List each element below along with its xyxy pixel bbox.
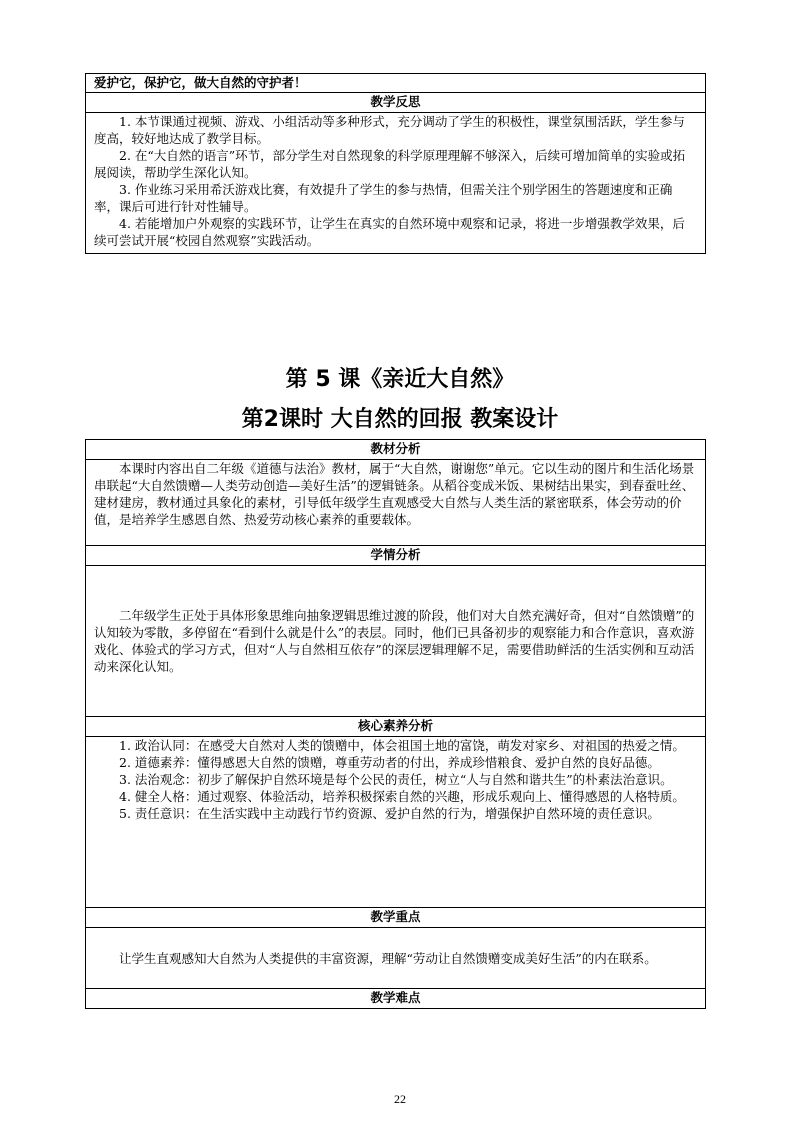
core-item: 5. 责任意识：在生活实践中主动践行节约资源、爱护自然的行为，增强保护自然环境的责任意识。 [119, 806, 660, 821]
core-item: 4. 健全人格：通过观察、体验活动，培养积极探索自然的兴趣，形成乐观向上、懂得感恩的人格特质。 [119, 789, 685, 804]
lesson-title: 第 5 课《亲近大自然》 [285, 367, 515, 392]
student-heading: 学情分析 [86, 546, 706, 566]
reflection-content [86, 113, 706, 254]
reflection-item: 3. 作业练习采用希沃游戏比赛，有效提升了学生的参与热情，但需关注个别学困生的答题速度和正确率，课后可进行针对性辅导。 [94, 182, 673, 214]
reflection-item: 1. 本节课通过视频、游戏、小组活动等多种形式，充分调动了学生的积极性，课堂氛围活跃，学生参与度高，较好地达成了教学目标。 [94, 114, 685, 146]
key-heading: 教学重点 [86, 908, 706, 928]
reflection-table [85, 73, 706, 254]
reflection-heading: 教学反思 [86, 93, 706, 113]
student-content [86, 566, 706, 717]
core-heading: 核心素养分析 [86, 717, 706, 737]
student-text: 二年级学生正处于具体形象思维向抽象逻辑思维过渡的阶段，他们对大自然充满好奇，但对“自然馈赠”的认知较为零散，多停留在“看到什么就是什么”的表层。同时，他们已具备初步的观察能力和合作意识，喜欢游戏化、体验式的学习方式，但对“人与自然相互依存”的深层逻辑理解不足，需要借助鲜活的生活实例和互动活动来深化认知。 [94, 608, 695, 674]
material-text: 本课时内容出自二年级《道德与法治》教材，属于“大自然，谢谢您”单元。它以生动的图片和生活化场景串联起“大自然馈赠—人类劳动创造—美好生活”的逻辑链条。从稻谷变成米饭、果树结出果实，到春蚕吐丝、建材建房，教材通过具象化的素材，引导低年级学生直观感受大自然与人类生活的紧密联系，体会劳动的价值，是培养学生感恩自然、热爱劳动核心素养的重要载体。 [94, 461, 695, 527]
core-content [86, 737, 706, 908]
page-number: 22 [394, 1092, 406, 1106]
lesson-plan-table [85, 439, 706, 1009]
slogan-text: 爱护它，保护它，做大自然的守护者！ [86, 74, 706, 93]
reflection-item: 4. 若能增加户外观察的实践环节，让学生在真实的自然环境中观察和记录，将进一步增强教学效果，后续可尝试开展“校园自然观察”实践活动。 [94, 216, 685, 248]
material-heading: 教材分析 [86, 440, 706, 460]
difficulty-heading: 教学难点 [86, 989, 706, 1009]
key-content [86, 928, 706, 989]
lesson-subtitle: 第2课时 大自然的回报 教案设计 [241, 407, 559, 432]
core-item: 2. 道德素养：懂得感恩大自然的馈赠，尊重劳动者的付出，养成珍惜粮食、爱护自然的良好品德。 [119, 755, 660, 770]
core-item: 1. 政治认同：在感受大自然对人类的馈赠中，体会祖国土地的富饶，萌发对家乡、对祖国的热爱之情。 [119, 738, 685, 753]
core-item: 3. 法治观念：初步了解保护自然环境是每个公民的责任，树立“人与自然和谐共生”的朴素法治意识。 [119, 772, 673, 787]
material-content [86, 460, 706, 546]
key-text: 让学生直观感知大自然为人类提供的丰富资源，理解“劳动让自然馈赠变成美好生活”的内在联系。 [119, 950, 657, 966]
reflection-item: 2. 在“大自然的语言”环节，部分学生对自然现象的科学原理理解不够深入，后续可增加简单的实验或拓展阅读，帮助学生深化认知。 [94, 148, 686, 180]
